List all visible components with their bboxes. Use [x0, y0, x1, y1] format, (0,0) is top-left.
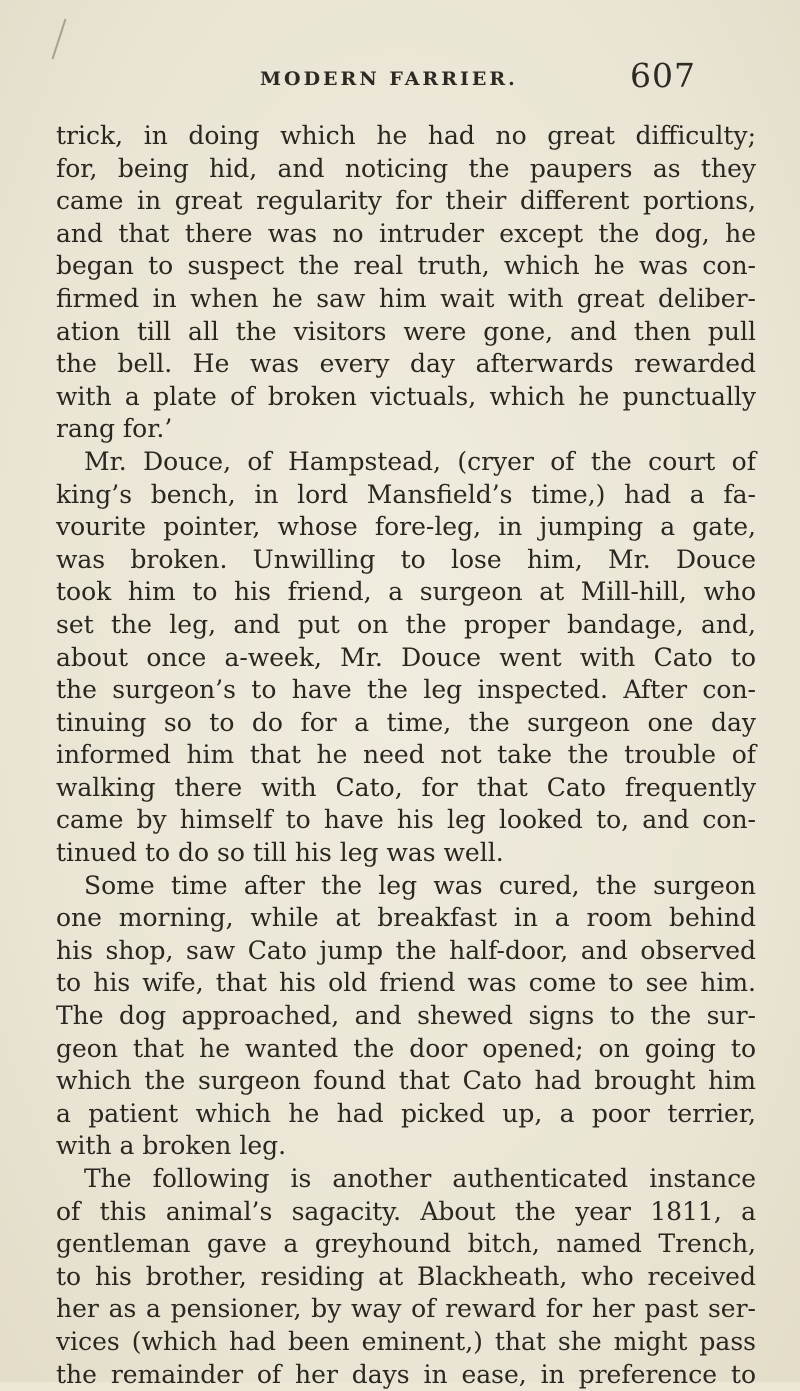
text-line: vourite pointer, whose fore-leg, in jumping a gate,: [56, 512, 756, 542]
text-line: to his wife, that his old friend was come to see him.: [56, 968, 756, 998]
text-line: for, being hid, and noticing the paupers as they: [56, 153, 756, 183]
text-line: and that there was no intruder except the dog, he: [56, 218, 756, 248]
text-line: took him to his friend, a surgeon at Mill-hill, who: [56, 577, 756, 607]
text-line: came by himself to have his leg looked to, and con-: [56, 805, 756, 835]
text-line: about once a-week, Mr. Douce went with Cato to: [56, 642, 756, 672]
text-line: was broken. Unwilling to lose him, Mr. Douce: [56, 544, 756, 574]
text-line: the remainder of her days in ease, in preference to: [56, 1359, 756, 1389]
text-line: rang for.’: [56, 414, 173, 444]
text-line: the bell. He was every day afterwards rewarded: [56, 349, 756, 379]
text-line: his shop, saw Cato jump the half-door, and observed: [56, 935, 756, 965]
text-line: set the leg, and put on the proper bandage, and,: [56, 609, 756, 639]
text-line: The dog approached, and shewed signs to the sur-: [56, 1001, 756, 1031]
text-line: came in great regularity for their different portions,: [56, 186, 756, 216]
text-line: geon that he wanted the door opened; on going to: [56, 1033, 756, 1063]
text-line: The following is another authenticated instance: [84, 1164, 756, 1193]
text-line: trick, in doing which he had no great difficulty;: [56, 121, 756, 150]
text-line: Mr. Douce, of Hampstead, (cryer of the court of: [84, 446, 756, 476]
text-line: vices (which had been eminent,) that she might pass: [56, 1326, 756, 1356]
text-line: Some time after the leg was cured, the surgeon: [84, 870, 756, 900]
text-line: gentleman gave a greyhound bitch, named Trench,: [56, 1229, 756, 1259]
text-line: the surgeon’s to have the leg inspected. After con-: [56, 675, 756, 705]
text-line: one morning, while at breakfast in a room behind: [56, 903, 756, 933]
running-head-title: MODERN FARRIER.: [260, 68, 518, 90]
text-line: a patient which he had picked up, a poor terrier,: [56, 1098, 756, 1128]
text-line: tinuing so to do for a time, the surgeon one day: [56, 707, 756, 737]
text-line: informed him that he need not take the trouble of: [56, 740, 756, 770]
text-line: with a broken leg.: [56, 1131, 287, 1161]
running-head: [0, 50, 800, 110]
text-line: to his brother, residing at Blackheath, who received: [56, 1261, 756, 1291]
body-text: [56, 120, 756, 1391]
page-number: 607: [630, 56, 696, 95]
text-line: king’s bench, in lord Mansfield’s time,) had a fa-: [56, 479, 756, 509]
text-line: firmed in when he saw him wait with great deliber-: [56, 283, 756, 313]
text-line: tinued to do so till his leg was well.: [56, 838, 504, 868]
text-line: which the surgeon found that Cato had brought him: [56, 1066, 756, 1096]
text-line: her as a pensioner, by way of reward for her past ser-: [56, 1294, 756, 1324]
text-line: with a plate of broken victuals, which he punctually: [56, 381, 756, 411]
text-line: of this animal’s sagacity. About the year 1811, a: [56, 1196, 756, 1226]
text-line: began to suspect the real truth, which he was con-: [56, 251, 756, 281]
text-line: ation till all the visitors were gone, and then pull: [56, 316, 756, 346]
text-line: walking there with Cato, for that Cato frequently: [56, 772, 756, 802]
